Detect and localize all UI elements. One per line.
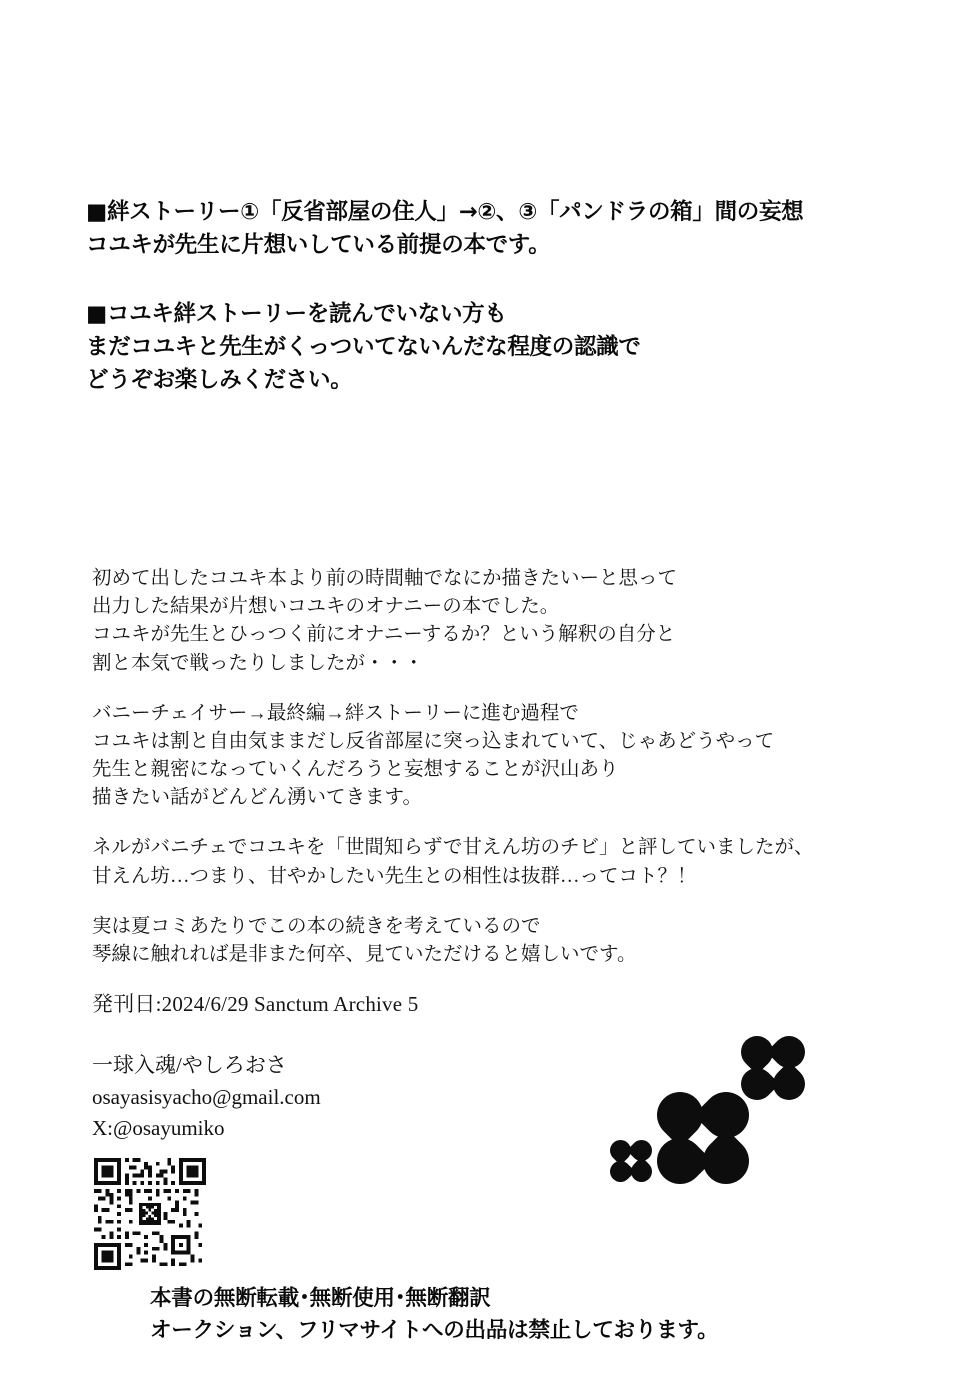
notes-section	[86, 196, 946, 397]
afterword-paragraph-1	[92, 565, 932, 678]
copyright-warning	[150, 1283, 910, 1348]
warning-line: 本書の無断転載･無断使用･無断翻訳	[150, 1286, 491, 1311]
clover-decoration	[600, 1035, 840, 1195]
note-line: ■コユキ絆ストーリーを読んでいない方も	[86, 301, 507, 328]
note-block-reading-guide	[86, 298, 946, 397]
clover-icon-medium	[740, 1035, 806, 1101]
afterword-line: コユキは割と自由気ままだし反省部屋に突っ込まれていて、じゃあどうやって	[92, 730, 775, 752]
circle-name: 一球入魂/やしろおさ	[92, 1053, 287, 1077]
afterword-section	[92, 565, 932, 1019]
afterword-line: 先生と親密になっていくんだろうと妄想することが沢山あり	[92, 759, 619, 781]
qr-code-icon[interactable]	[94, 1158, 206, 1270]
clover-icon-large	[655, 1090, 751, 1186]
publication-date: 発刊日:2024/6/29 Sanctum Archive 5	[92, 992, 419, 1017]
afterword-paragraph-4	[92, 913, 932, 969]
afterword-line: 実は夏コミあたりでこの本の続きを考えているので	[92, 915, 541, 937]
afterword-line: 琴線に触れれば是非また何卒、見ていただけると嬉しいです。	[92, 943, 637, 965]
afterword-line: 割と本気で戦ったりしましたが・・・	[92, 652, 424, 674]
note-line: ■絆ストーリー①「反省部屋の住人」→②、③「パンドラの箱」間の妄想	[86, 199, 804, 225]
afterword-line: バニーチェイサー→最終編→絆ストーリーに進む過程で	[92, 702, 579, 724]
note-block-bond-story	[86, 196, 946, 262]
note-line: まだコユキと先生がくっついてないんだな程度の認識で	[86, 334, 641, 361]
note-line: どうぞお楽しみください。	[86, 367, 353, 394]
afterword-line: 出力した結果が片想いコユキのオナニーの本でした。	[92, 596, 560, 618]
afterword-paragraph-3	[92, 834, 932, 890]
afterword-line: 甘えん坊…つまり、甘やかしたい先生との相性は抜群…ってコト？！	[92, 865, 697, 887]
contact-block	[92, 1050, 321, 1145]
note-line: コユキが先生に片想いしている前提の本です。	[86, 232, 551, 259]
x-handle[interactable]: X:@osayumiko	[92, 1116, 225, 1140]
email-address[interactable]: osayasisyacho@gmail.com	[92, 1084, 321, 1109]
afterword-line: コユキが先生とひっつく前にオナニーするか？という解釈の自分と	[92, 624, 676, 646]
afterword-paragraph-2	[92, 700, 932, 813]
clover-leaf	[627, 1157, 657, 1187]
afterword-line: 描きたい話がどんどん湧いてきます。	[92, 787, 422, 809]
clover-leaf	[693, 1128, 758, 1193]
afterword-line: ネルがバニチェでコユキを「世間知らずで甘えん坊のチビ」と評していましたが、	[92, 837, 814, 859]
afterword-line: 初めて出したコユキ本より前の時間軸でなにか描きたいーと思って	[92, 568, 678, 589]
clover-leaf	[766, 1061, 811, 1106]
clover-icon-small	[610, 1140, 652, 1182]
warning-line: オークション、フリマサイトへの出品は禁止しております。	[150, 1318, 719, 1344]
